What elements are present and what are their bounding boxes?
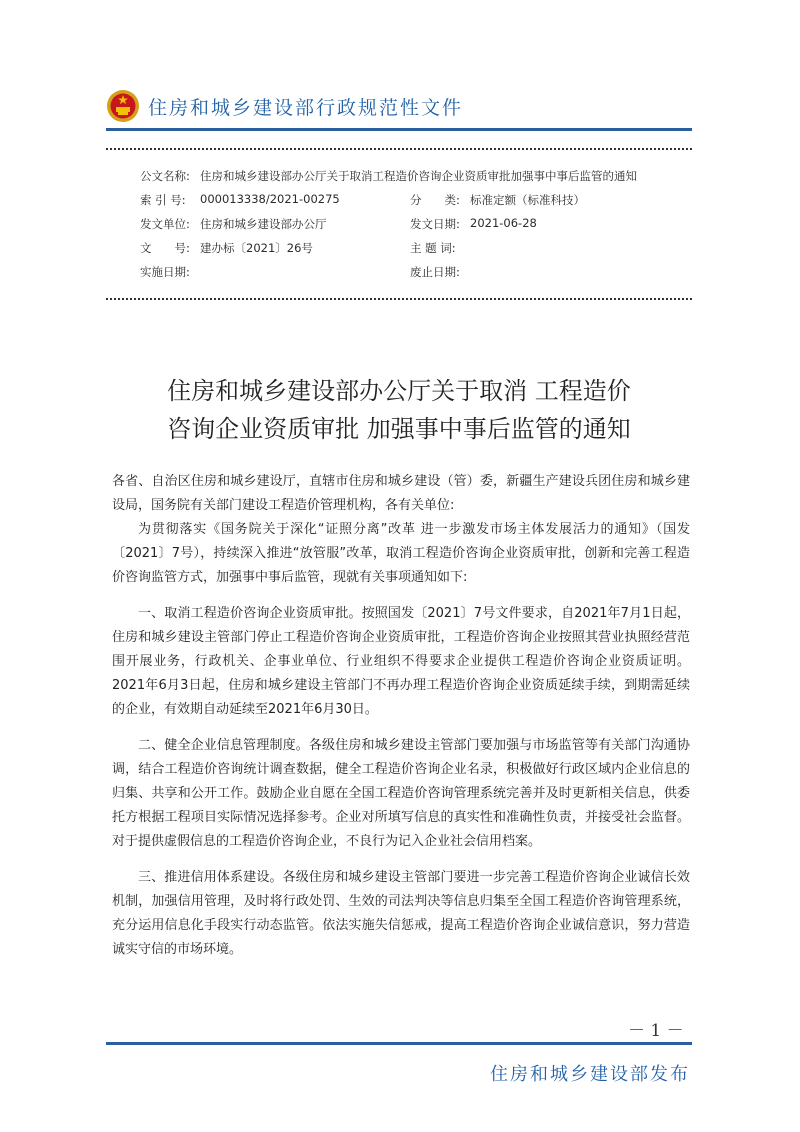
meta-label: 实施日期: (140, 265, 190, 279)
meta-label: 主 题 词: (410, 241, 456, 255)
header-divider (106, 128, 692, 131)
meta-row-number (140, 236, 692, 260)
meta-label: 文 号: (140, 241, 190, 255)
section-3-paragraph: 三、推进信用体系建设。各级住房和城乡建设主管部门要进一步完善工程造价咨询企业诚信长效机制，加强信用管理，及时将行政处罚、生效的司法判决等信息归集至全国工程造价咨询管理系统，充分运用信息化手段实行动态监管。依法实施失信惩戒，提高工程造价咨询企业诚信意识，努力营造诚实守信的市场环境。 (112, 870, 690, 957)
meta-label: 公文名称: (140, 169, 190, 183)
meta-number: 建办标〔2021〕26号 (200, 241, 313, 255)
document-title (106, 372, 692, 448)
document-header (106, 86, 463, 126)
document-metadata (140, 164, 692, 284)
document-body (112, 470, 690, 962)
meta-label: 发文日期: (410, 217, 460, 231)
site-title: 住房和城乡建设部行政规范性文件 (148, 96, 464, 119)
title-line-2: 咨询企业资质审批 加强事中事后监管的通知 (167, 415, 631, 443)
national-emblem-icon (106, 89, 140, 123)
meta-index: 000013338/2021-00275 (200, 192, 340, 206)
meta-issuer: 住房和城乡建设部办公厅 (200, 217, 327, 231)
meta-label: 废止日期: (410, 265, 460, 279)
meta-row-issuer (140, 212, 692, 236)
meta-row-doc-name (140, 164, 692, 188)
meta-top-divider (106, 148, 692, 150)
page-number: － 1 － (628, 1021, 684, 1041)
meta-bottom-divider (106, 298, 692, 300)
footer-publisher: 住房和城乡建设部发布 (490, 1064, 690, 1085)
meta-label: 分 类: (410, 193, 460, 207)
section-2-paragraph: 二、健全企业信息管理制度。各级住房和城乡建设主管部门要加强与市场监管等有关部门沟通协调，结合工程造价咨询统计调查数据，健全工程造价咨询企业名录，积极做好行政区域内企业信息的归集、共享和公开工作。鼓励企业自愿在全国工程造价咨询管理系统完善并及时更新相关信息，供委托方根据工程项目实际情况选择参考。企业对所填写信息的真实性和准确性负责，并接受社会监督。对于提供虚假信息的工程造价咨询企业，不良行为记入企业社会信用档案。 (112, 738, 690, 849)
footer-divider (106, 1042, 692, 1045)
meta-category: 标准定额（标准科技） (470, 193, 585, 207)
recipients: 各省、自治区住房和城乡建设厅，直辖市住房和城乡建设（管）委，新疆生产建设兵团住房和城乡建设局，国务院有关部门建设工程造价管理机构，各有关单位: (112, 474, 690, 513)
meta-date: 2021-06-28 (470, 216, 537, 230)
section-1-paragraph: 一、取消工程造价咨询企业资质审批。按照国发〔2021〕7号文件要求，自2021年7月1日起，住房和城乡建设主管部门停止工程造价咨询企业资质审批，工程造价咨询企业按照其营业执照经营范围开展业务，行政机关、企事业单位、行业组织不得要求企业提供工程造价咨询企业资质证明。2021年6月3日起，住房和城乡建设主管部门不再办理工程造价咨询企业资质延续手续，到期需延续的企业，有效期自动延续至2021年6月30日。 (112, 606, 690, 717)
title-line-1: 住房和城乡建设部办公厅关于取消 工程造价 (167, 377, 631, 405)
meta-label: 索 引 号: (140, 193, 186, 207)
intro-paragraph: 为贯彻落实《国务院关于深化“证照分离”改革 进一步激发市场主体发展活力的通知》（国发〔2021〕7号），持续深入推进“放管服”改革，取消工程造价咨询企业资质审批，创新和完善工程造价咨询监管方式，加强事中事后监管，现就有关事项通知如下: (112, 522, 690, 585)
meta-doc-name: 住房和城乡建设部办公厅关于取消工程造价咨询企业资质审批加强事中事后监管的通知 (200, 169, 637, 183)
meta-row-index (140, 188, 692, 212)
meta-row-dates (140, 260, 692, 284)
meta-label: 发文单位: (140, 217, 190, 231)
